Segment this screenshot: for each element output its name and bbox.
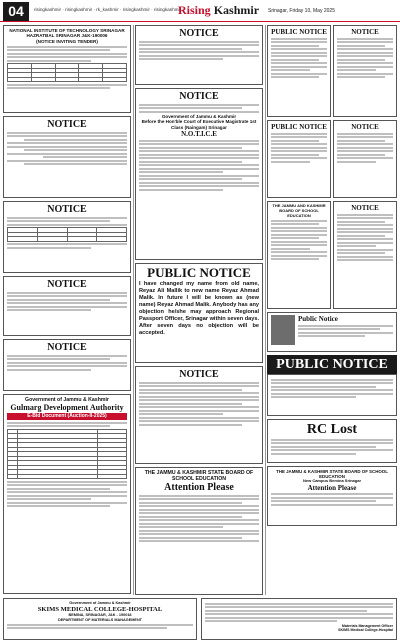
details-table xyxy=(7,227,127,242)
dateline: Srinagar, Friday 10, May 2025 xyxy=(268,8,335,14)
authority-title: Gulmarg Development Authority xyxy=(10,403,124,412)
rc-lost-title: RC Lost xyxy=(306,422,358,437)
column-3 xyxy=(267,25,397,595)
notice-title: NOTICE xyxy=(351,28,379,36)
social-handles: risingkashmir · risingkashmir · rk_kashmir · risingkashmir · risingkashmir xyxy=(34,7,182,12)
nit-sub: HAZRATBAL SRINAGAR J&K-190006 xyxy=(26,33,108,39)
skims-notice-right xyxy=(201,598,397,640)
signatory-org: SKIMS Medical College-Hospital xyxy=(338,627,393,632)
notice-title: NOTICE xyxy=(47,204,87,215)
signatory-title: Materials Management Officer xyxy=(341,623,393,628)
skims-address: BEMINA, SRINAGAR, J&K - 190018 xyxy=(68,613,132,617)
rc-lost-notice xyxy=(267,419,397,463)
notice-c3-3 xyxy=(333,201,397,309)
column-1 xyxy=(3,25,131,595)
auction-table xyxy=(7,429,127,480)
notice-5 xyxy=(3,339,131,391)
masthead xyxy=(0,0,400,22)
notice-title: NOTICE xyxy=(351,204,379,212)
jkbose-attention-notice xyxy=(135,467,263,595)
notice-title: NOTICE xyxy=(47,342,87,353)
public-notice-body xyxy=(267,374,397,416)
nit-ref: (NOTICE INVITING TENDER) xyxy=(36,38,98,44)
court-name: Before the Hon'ble Court of Executive Magistrate 1st Class (Naingam) Srinagar xyxy=(141,119,257,130)
tender-table xyxy=(7,63,127,82)
department-name: DEPARTMENT OF MATERIALS MANAGEMENT xyxy=(57,617,143,622)
nit-head: NATIONAL INSTITUTE OF TECHNOLOGY SRINAGAR xyxy=(9,28,125,33)
public-notice-with-photo xyxy=(267,312,397,352)
notice-c3-1 xyxy=(333,25,397,117)
notice-c2-3 xyxy=(135,366,263,464)
public-notice-1 xyxy=(267,25,331,117)
body-text xyxy=(7,46,127,62)
notice-title: NOTICE xyxy=(179,369,219,380)
notice-title: NOTICE xyxy=(47,119,87,130)
column-divider xyxy=(265,25,266,595)
board-head: THE JAMMU & KASHMIR STATE BOARD OF SCHOOL EDUCATION xyxy=(276,469,388,479)
notice-c3-2 xyxy=(333,120,397,198)
govt-head: Government of Jammu & Kashmir xyxy=(69,601,131,605)
page-number: 04 xyxy=(3,2,29,21)
board-head: THE JAMMU AND KASHMIR BOARD OF SCHOOL EDUCATION xyxy=(272,203,326,218)
newspaper-logo: Rising Kashmir xyxy=(178,3,260,17)
board-head: THE JAMMU & KASHMIR STATE BOARD OF SCHOOL EDUCATION xyxy=(144,470,254,482)
notice-with-table xyxy=(3,201,131,273)
skims-notice-left xyxy=(3,598,197,640)
public-notice-2 xyxy=(267,120,331,198)
column-2 xyxy=(135,25,263,595)
executive-magistrate-notice xyxy=(135,88,263,260)
ebid-bar: E-Bid Document (Auction-II-2025) xyxy=(7,413,127,420)
notice-photo xyxy=(271,315,295,345)
board-address: New Campus Bemina Srinagar xyxy=(302,478,362,483)
jkbose-notice xyxy=(267,201,331,309)
gulmarg-development-authority-notice xyxy=(3,394,131,594)
govt-head: Government of Jammu & Kashmir xyxy=(25,397,109,403)
public-notice-banner: PUBLIC NOTICE xyxy=(267,355,397,374)
notice-title: NOTICE xyxy=(179,28,219,39)
notice-title: PUBLIC NOTICE xyxy=(271,28,327,36)
attention-title: Attention Please xyxy=(164,482,234,493)
notice-body: I have changed my name from old name, Reyaz Ali Mallik to new name Reyaz Ahmad Malik. In future I will be known as (new name) Reyaz Ahmad Malik. Anybody has any objection he/she may approach Regional Passport Officer, Srinagar within seven days. After seven days no objection will be accepted. xyxy=(139,281,259,336)
column-divider xyxy=(133,25,134,595)
notice-title: NOTICE xyxy=(179,91,219,102)
notice-title: PUBLIC NOTICE xyxy=(147,265,251,280)
notice-ref: N.O.T.I.C.E xyxy=(181,130,217,139)
notice-title: PUBLIC NOTICE xyxy=(271,123,327,131)
urdu-notice xyxy=(3,116,131,198)
name-change-public-notice xyxy=(135,263,263,363)
notice-4 xyxy=(3,276,131,336)
nit-srinagar-notice xyxy=(3,25,131,113)
attention-title: Attention Please xyxy=(307,483,357,492)
skims-title: SKIMS MEDICAL COLLEGE-HOSPITAL xyxy=(37,605,163,613)
notice-c2-1 xyxy=(135,25,263,85)
court-head: Government of Jammu & Kashmir xyxy=(161,114,237,119)
notice-title: NOTICE xyxy=(351,123,379,131)
jkbose-attention-notice-2 xyxy=(267,466,397,526)
notice-title: NOTICE xyxy=(47,279,87,290)
notice-title: Public Notice xyxy=(298,315,338,323)
